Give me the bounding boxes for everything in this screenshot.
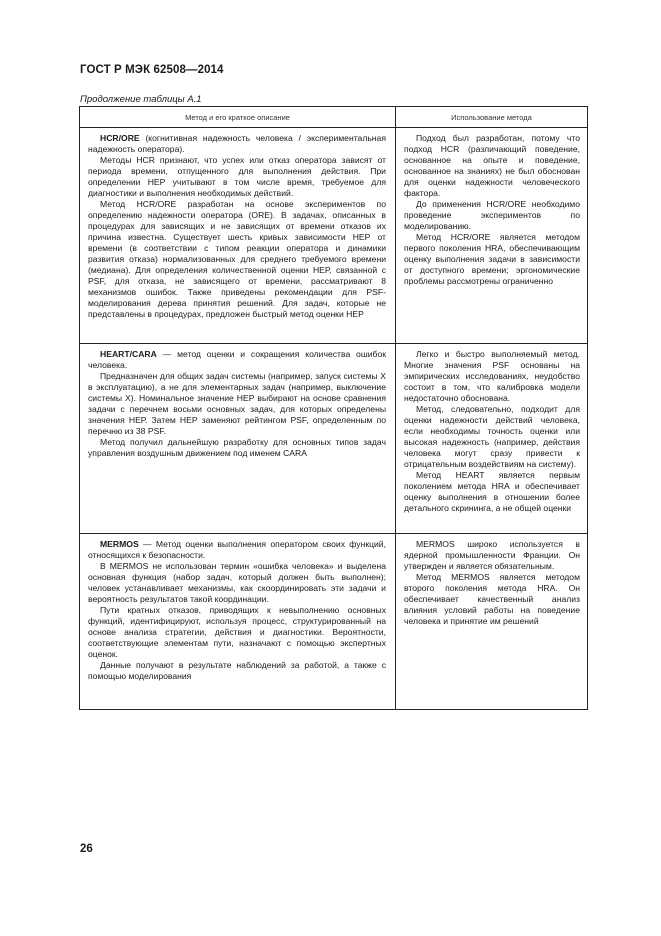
method-name: MERMOS (100, 539, 139, 549)
description-paragraph: Методы HCR признают, что успех или отказ оператора зависят от периода времени, отпущенного для выполнения действия. При определении НЕР учитывают в том числе время, требуемое для диагностики и выполнения необходимых действий. (88, 155, 386, 198)
usage-paragraph: MERMOS широко используется в ядерной промышленности Франции. Он утвержден и является обязательным. (404, 539, 580, 571)
usage-paragraph: До применения HCR/ORE необходимо проведение экспериментов по моделированию. (404, 199, 580, 231)
method-usage-cell (396, 534, 588, 710)
method-intro (88, 349, 386, 371)
method-intro-text: — метод оценки и сокращения количества ошибок человека. (88, 349, 386, 370)
method-intro (88, 133, 386, 155)
method-usage-cell (396, 128, 588, 344)
table-row (80, 128, 588, 344)
page-number: 26 (80, 843, 93, 855)
method-usage-cell (396, 344, 588, 534)
method-intro (88, 539, 386, 561)
method-name: HEART/CARA (100, 349, 157, 359)
description-paragraph: В MERMOS не использован термин «ошибка человека» и выделена основная функция (набор задач, который должен быть выполнен); человек устанавливает механизмы, как скоординировать эти задачи и вероятность результатов такой координации. (88, 561, 386, 604)
method-intro-text: — Метод оценки выполнения оператором своих функций, относящихся к безопасности. (88, 539, 386, 560)
usage-paragraph: Метод, следовательно, подходит для оценки надежности действий человека, если необходимы точность оценки или высокая надежность (например, действия человека могут сразу привести к отрицательным воздействиям на систему). (404, 404, 580, 469)
table-row (80, 534, 588, 710)
usage-paragraph: Подход был разработан, потому что подход HCR (различающий поведение, основанное на опыте и поведение, основанное на знаниях) не был обоснован для оценки надежности человеческого фактора. (404, 133, 580, 198)
table-header-row (80, 107, 588, 128)
column-header-usage: Использование метода (396, 107, 588, 128)
description-paragraph: Данные получают в результате наблюдений за работой, а также с помощью моделирования (88, 660, 386, 681)
document-title: ГОСТ Р МЭК 62508—2014 (80, 64, 224, 76)
description-paragraph: Метод получил дальнейшую разработку для основных типов задач управления воздушным движением под именем CARA (88, 437, 386, 458)
description-paragraph: Пути кратных отказов, приводящих к невыполнению основных функций, идентифицируют, используя процесс, структурированный на основе анализа стратегии, действия и диагностики. Вероятности, соответствующие элементам пути, назначают с помощью экспертных оценок. (88, 605, 386, 659)
methods-table (79, 106, 588, 710)
method-intro-text: (когнитивная надежность человека / экспериментальная надежность оператора). (88, 133, 386, 154)
method-description-cell (80, 128, 396, 344)
method-description-cell (80, 534, 396, 710)
description-paragraph: Метод HCR/ORE разработан на основе экспериментов по определению надежности оператора (ORE). В задачах, описанных в процедурах для зависящих и не зависящих от времени отказов их причина известна. Существует шесть кривых зависимости НЕР от времени (в соответствии с типом реакции оператора и динамики развития отказа) нормализованных для среднего требуемого времени (медиана). Для определения количественной оценки НЕР, связанной с PSF, для отказа, не зависящего от времени, рассматривают 8 механизмов ошибок. Также приведены рекомендации для PSF-моделирования дерева принятия решений. Для задач, которые не представлены в процедурах, предложен быстрый метод оценки НЕР (88, 199, 386, 319)
usage-paragraph: Метод HCR/ORE является методом первого поколения HRA, обеспечивающим оценку выполнения задачи в зависимости от доступного времени; эргономические проблемы рассмотрены ограниченно (404, 232, 580, 286)
column-header-method: Метод и его краткое описание (80, 107, 396, 128)
table-caption: Продолжение таблицы А.1 (80, 94, 202, 105)
method-name: HCR/ORE (100, 133, 140, 143)
usage-paragraph: Легко и быстро выполняемый метод. Многие значения PSF основаны на эмпирических исследованиях, неудобство состоит в том, что калибровка модели недостаточно обоснована. (404, 349, 580, 403)
usage-paragraph: Метод MERMOS является методом второго поколения метода HRA. Он обеспечивает качественный анализ влияния условий работы на поведение человека и принятие им решений (404, 572, 580, 626)
usage-paragraph: Метод HEART является первым поколением метода HRA и обеспечивает оценку выполнения в отношении более детального скрининга, а не общей оценки (404, 470, 580, 513)
description-paragraph: Предназначен для общих задач системы (например, запуск системы X в эксплуатацию), а не для элементарных задач (например, выключение системы X). Номинальное значение НЕР выбирают на основе сравнения задачи с перечнем восьми основных задач, для которых определены значения НЕР. Затем НЕР заменяют рейтингом PSF, определенным по перечню из 38 PSF. (88, 371, 386, 436)
table-row (80, 344, 588, 534)
method-description-cell (80, 344, 396, 534)
